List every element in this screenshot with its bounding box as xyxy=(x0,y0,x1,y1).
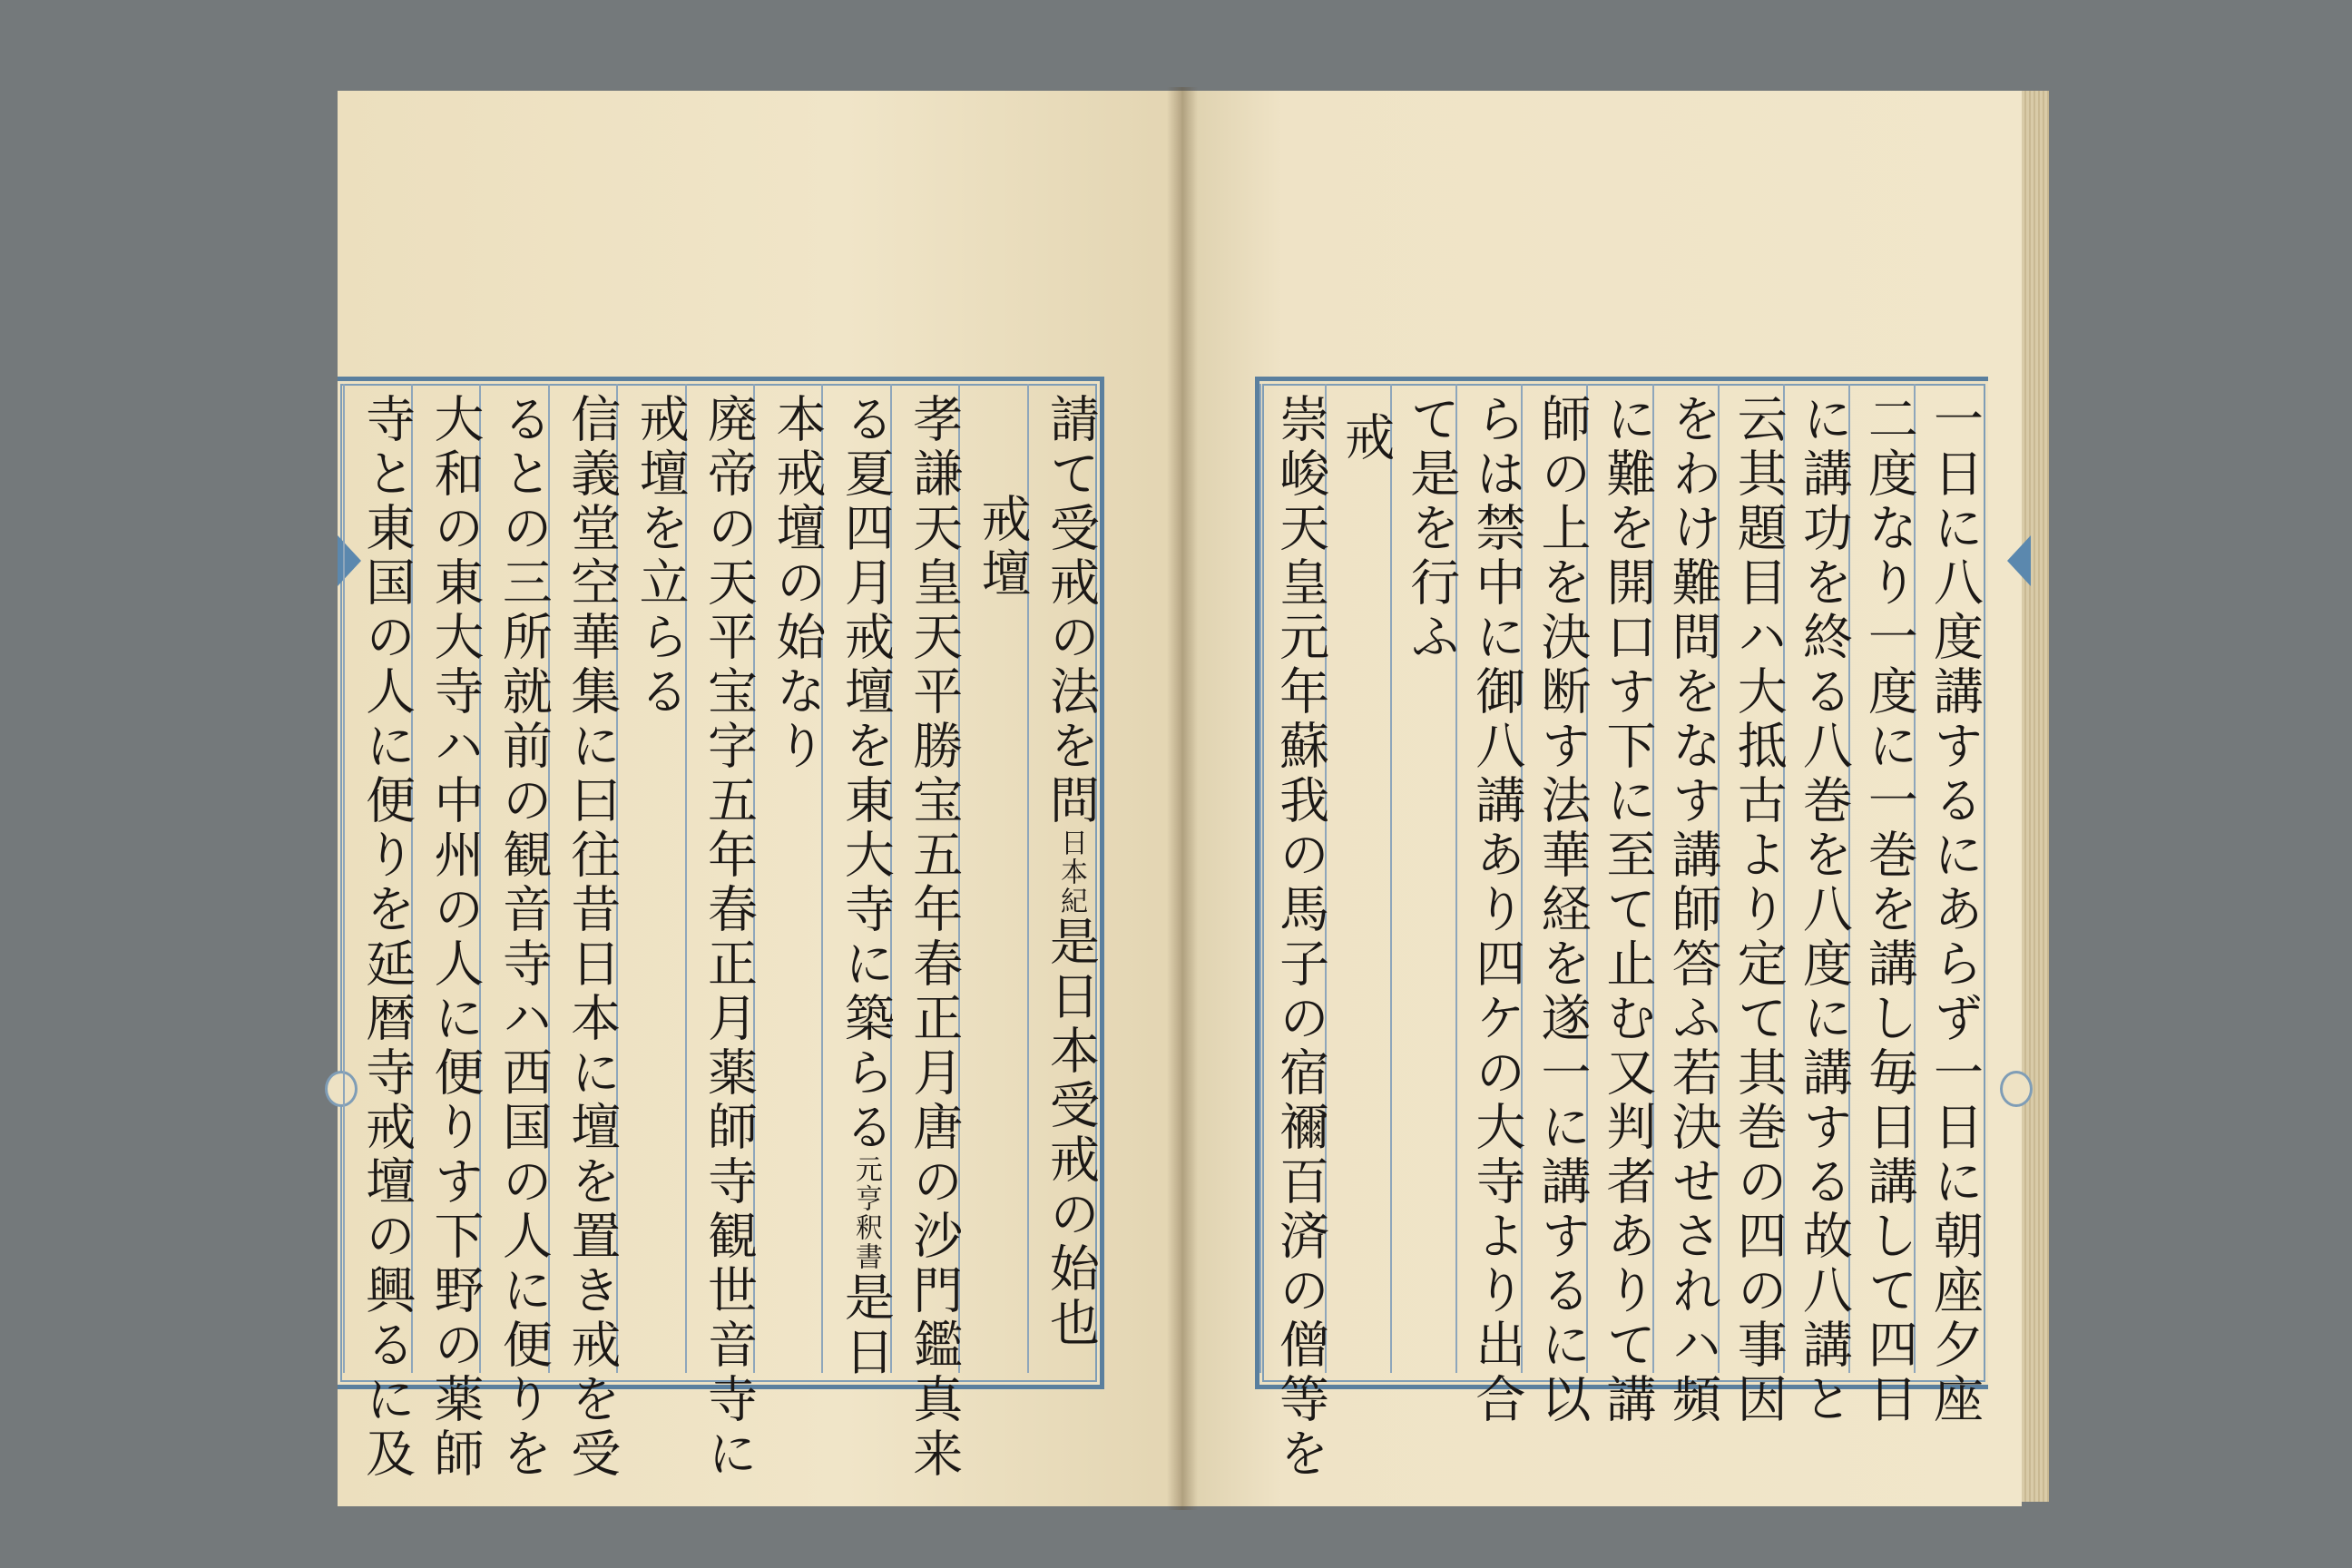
right-column-9 xyxy=(1390,384,1461,1373)
column-continuation-text: 是日 xyxy=(836,1271,895,1380)
right-column-11 xyxy=(1259,384,1330,1482)
section-heading: 戒壇 xyxy=(973,493,1032,602)
column-text xyxy=(836,393,895,1380)
left-column-3 xyxy=(890,384,964,1482)
column-text: 廃帝の天平宝字五年春正月薬師寺観世音寺に xyxy=(700,393,759,1482)
column-text: 云其題目ハ大抵古より定て其巻の四の事因 xyxy=(1729,393,1788,1427)
column-text: 信義堂空華集に曰往昔日本に壇を置き戒を受 xyxy=(563,393,622,1482)
column-text xyxy=(1042,393,1100,1351)
column-continuation-text: 是日本受戒の始也 xyxy=(1042,916,1100,1351)
citation-note: 元亨釈書 xyxy=(849,1155,882,1271)
right-column-3 xyxy=(1783,384,1853,1427)
left-column-6 xyxy=(685,384,759,1482)
right-column-4 xyxy=(1718,384,1788,1427)
column-text: らは禁中に御八講あり四ケの大寺より出合 xyxy=(1467,393,1526,1427)
column-text: に難を開口す下に至て止む又判者ありて講 xyxy=(1598,393,1657,1427)
right-column-10 xyxy=(1325,384,1396,1373)
left-column-5 xyxy=(753,384,827,1373)
book-gutter xyxy=(1167,87,1198,1510)
section-heading: 戒 xyxy=(1337,411,1396,466)
column-main-text: る夏四月戒壇を東大寺に築らる xyxy=(836,393,895,1155)
column-text: 寺と東国の人に便りを延暦寺戒壇の興るに及 xyxy=(358,393,416,1482)
left-column-8 xyxy=(548,384,622,1482)
citation-note: 日本紀 xyxy=(1055,828,1087,916)
right-column-2 xyxy=(1848,384,1918,1427)
right-column-7 xyxy=(1521,384,1592,1427)
column-text: 師の上を決断す法華経を遂一に講するに以 xyxy=(1533,393,1592,1427)
left-column-2 xyxy=(958,384,1032,1373)
left-column-10 xyxy=(411,384,485,1482)
column-text: て是を行ふ xyxy=(1402,393,1461,665)
column-text: 本戒壇の始なり xyxy=(768,393,827,774)
right-binding-hole-icon xyxy=(2000,1071,2033,1107)
right-fishtail-mark-icon xyxy=(2007,535,2031,586)
right-page-text xyxy=(1259,384,1984,1482)
right-column-1 xyxy=(1914,384,1984,1427)
left-page-text xyxy=(342,384,1100,1482)
left-column-4 xyxy=(821,384,895,1380)
column-text: 一日に八度講するにあらず一日に朝座夕座 xyxy=(1926,393,1984,1427)
right-column-6 xyxy=(1586,384,1657,1427)
column-text: に講功を終る八巻を八度に講する故八講と xyxy=(1794,393,1853,1427)
column-main-text: 請て受戒の法を問 xyxy=(1042,393,1100,828)
page-edges xyxy=(2022,91,2049,1502)
column-text: 孝謙天皇天平勝宝五年春正月唐の沙門鑑真来 xyxy=(905,393,964,1482)
column-text: るとの三所就前の観音寺ハ西国の人に便りを xyxy=(494,393,553,1482)
right-column-8 xyxy=(1455,384,1526,1427)
left-column-11 xyxy=(343,384,416,1482)
left-column-1 xyxy=(1027,384,1100,1373)
column-text: 崇峻天皇元年蘇我の馬子の宿禰百済の僧等を xyxy=(1271,393,1330,1482)
column-text: 大和の東大寺ハ中州の人に便りす下野の薬師 xyxy=(426,393,485,1482)
left-column-9 xyxy=(479,384,553,1482)
column-text: 二度なり一度に一巻を講し毎日講して四日 xyxy=(1859,393,1918,1427)
column-text: 戒壇を立らる xyxy=(631,393,690,720)
column-text: をわけ難問をなす講師答ふ若決せされハ頻 xyxy=(1663,393,1722,1427)
left-column-7 xyxy=(616,384,690,1373)
right-column-5 xyxy=(1652,384,1722,1427)
